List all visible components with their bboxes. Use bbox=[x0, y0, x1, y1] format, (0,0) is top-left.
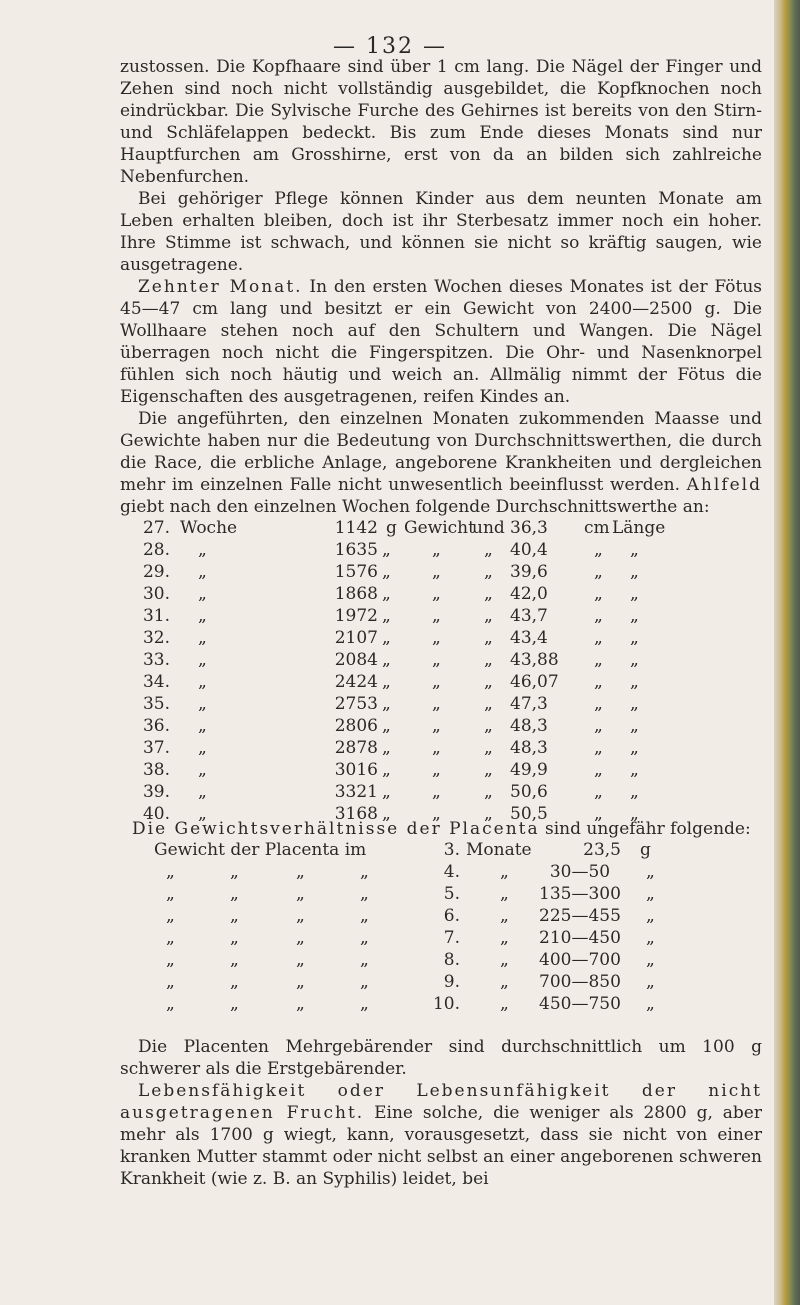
ditto-mark: „ bbox=[296, 950, 305, 970]
ditto-mark: „ bbox=[296, 928, 305, 948]
ditto-mark: „ bbox=[166, 928, 175, 948]
week-weight: 2424 bbox=[334, 672, 378, 692]
ditto-mark: „ bbox=[296, 906, 305, 926]
ditto-mark: „ bbox=[166, 884, 175, 904]
ditto-mark: „ bbox=[484, 782, 493, 802]
ditto-mark: „ bbox=[594, 738, 603, 758]
week-weight: 2878 bbox=[334, 738, 378, 758]
ditto-mark: „ bbox=[484, 760, 493, 780]
placenta-row bbox=[0, 928, 800, 950]
week-length: 46,07 bbox=[510, 672, 559, 692]
ditto-mark: „ bbox=[296, 862, 305, 882]
ditto-mark: „ bbox=[432, 540, 441, 560]
zehnter-monat-text: In den ersten Wochen dieses Monates ist der Fötus 45—47 cm lang und besitzt er ein Gewicht von 2400—2500 g. Die Wollhaare stehen noch auf den Schultern und Wangen. Die Nägel überragen noch nicht die Fingerspitzen. Die Ohr- und Nasenknorpel fühlen sich noch häutig und weich an. Allmälig nimmt der Fötus die Eigenschaften des ausgetragenen, reifen Kindes an. bbox=[120, 277, 763, 407]
week-weight: 2107 bbox=[334, 628, 378, 648]
week-weight: 1868 bbox=[334, 584, 378, 604]
author-name: Ahlfeld bbox=[686, 475, 762, 495]
ditto-mark: „ bbox=[198, 606, 207, 626]
ditto-mark: „ bbox=[646, 994, 655, 1014]
ditto-mark: „ bbox=[500, 994, 509, 1014]
intro-section bbox=[120, 56, 762, 518]
week-weight: 3168 bbox=[334, 804, 378, 824]
ditto-mark: „ bbox=[646, 950, 655, 970]
placenta-row bbox=[0, 972, 800, 994]
ditto-mark: „ bbox=[382, 562, 391, 582]
ditto-mark: „ bbox=[630, 804, 639, 824]
lebensfahigkeit-heading: Lebensfähigkeit oder Lebensunfähigkeit der nicht ausgetragenen Frucht. bbox=[120, 1081, 762, 1123]
placenta-heading: Die Gewichtsverhältnisse der Placenta sind ungefähr folgende: bbox=[132, 819, 751, 839]
ditto-mark: „ bbox=[646, 972, 655, 992]
ditto-mark: „ bbox=[484, 804, 493, 824]
ditto-mark: „ bbox=[484, 540, 493, 560]
ditto-mark: „ bbox=[594, 760, 603, 780]
placenta-month: 6. bbox=[443, 906, 460, 926]
ditto-mark: „ bbox=[296, 972, 305, 992]
week-number: 34. bbox=[142, 672, 170, 692]
ditto-mark: „ bbox=[432, 628, 441, 648]
ditto-mark: „ bbox=[432, 562, 441, 582]
ditto-mark: „ bbox=[166, 950, 175, 970]
placenta-row bbox=[0, 862, 800, 884]
placenta-month: 7. bbox=[443, 928, 460, 948]
ditto-mark: „ bbox=[230, 884, 239, 904]
intro-paragraph: zustossen. Die Kopfhaare sind über 1 cm lang. Die Nägel der Finger und Zehen sind noch nicht vollständig ausgebildet, die Kopfknochen noch eindrückbar. Die Sylvische Furche des Gehirnes ist bereits von den Stirn- und Schläfelappen bedeckt. Bis zum Ende dieses Monats sind nur Hauptfurchen am Grosshirne, erst von da an bilden sich zahlreiche Nebenfurchen. bbox=[120, 57, 762, 187]
ditto-mark: „ bbox=[500, 928, 509, 948]
placenta-weight: 30—50 bbox=[549, 862, 611, 882]
ditto-mark: „ bbox=[230, 906, 239, 926]
week-number: 37. bbox=[142, 738, 170, 758]
ditto-mark: „ bbox=[166, 994, 175, 1014]
ditto-mark: „ bbox=[230, 950, 239, 970]
week-number: 38. bbox=[142, 760, 170, 780]
week-weight: 3016 bbox=[334, 760, 378, 780]
ditto-mark: „ bbox=[484, 650, 493, 670]
ditto-mark: „ bbox=[630, 672, 639, 692]
ditto-mark: „ bbox=[594, 694, 603, 714]
ditto-mark: „ bbox=[432, 804, 441, 824]
ditto-mark: „ bbox=[594, 716, 603, 736]
placenta-row bbox=[0, 994, 800, 1016]
ditto-mark: „ bbox=[484, 606, 493, 626]
ditto-mark: „ bbox=[198, 760, 207, 780]
placenta-month: 4. bbox=[443, 862, 460, 882]
placenta-weight: 225—455 bbox=[539, 906, 621, 926]
ditto-mark: „ bbox=[382, 628, 391, 648]
week-length: 42,0 bbox=[510, 584, 548, 604]
ditto-mark: „ bbox=[594, 650, 603, 670]
ditto-mark: „ bbox=[382, 738, 391, 758]
ditto-mark: „ bbox=[594, 782, 603, 802]
ditto-mark: „ bbox=[594, 804, 603, 824]
ditto-mark: „ bbox=[500, 950, 509, 970]
ditto-mark: „ bbox=[432, 782, 441, 802]
placenta-first-row: Gewicht der Placenta im 3. Monate 23,5 g bbox=[154, 840, 651, 860]
ditto-mark: „ bbox=[360, 884, 369, 904]
ditto-mark: „ bbox=[166, 862, 175, 882]
week-number: 31. bbox=[142, 606, 170, 626]
week-length: 50,5 bbox=[510, 804, 548, 824]
ditto-mark: „ bbox=[484, 628, 493, 648]
week-length: 49,9 bbox=[510, 760, 548, 780]
ditto-mark: „ bbox=[382, 540, 391, 560]
week-length: 39,6 bbox=[510, 562, 548, 582]
week-table-row bbox=[0, 716, 800, 738]
week-length: 43,4 bbox=[510, 628, 548, 648]
ditto-mark: „ bbox=[166, 972, 175, 992]
ditto-mark: „ bbox=[484, 716, 493, 736]
week-number: 32. bbox=[142, 628, 170, 648]
week-table-first-row: 27. Woche 1142 g Gewicht und 36,3 cm Länge bbox=[142, 518, 666, 538]
ditto-mark: „ bbox=[484, 694, 493, 714]
ditto-mark: „ bbox=[230, 994, 239, 1014]
ditto-mark: „ bbox=[198, 540, 207, 560]
week-length: 43,7 bbox=[510, 606, 548, 626]
week-table-row bbox=[0, 782, 800, 804]
ditto-mark: „ bbox=[484, 584, 493, 604]
ditto-mark: „ bbox=[646, 884, 655, 904]
ditto-mark: „ bbox=[500, 906, 509, 926]
week-length: 48,3 bbox=[510, 738, 548, 758]
ditto-mark: „ bbox=[646, 906, 655, 926]
intro-paragraph: Bei gehöriger Pflege können Kinder aus dem neunten Monate am Leben erhalten bleiben, doch ist ihr Sterbesatz immer noch ein hoher. Ihre Stimme ist schwach, und können sie nicht so kräftig saugen, wie ausgetragene. bbox=[120, 189, 762, 275]
week-length: 43,88 bbox=[510, 650, 559, 670]
ditto-mark: „ bbox=[432, 716, 441, 736]
week-weight: 3321 bbox=[334, 782, 378, 802]
week-weight: 2753 bbox=[334, 694, 378, 714]
ditto-mark: „ bbox=[382, 760, 391, 780]
ditto-mark: „ bbox=[382, 606, 391, 626]
ditto-mark: „ bbox=[382, 584, 391, 604]
zehnter-monat-paragraph bbox=[120, 276, 762, 408]
closing-paragraph: Die Placenten Mehrgebärender sind durchschnittlich um 100 g schwerer als die Erstgebärender. bbox=[120, 1037, 762, 1079]
ditto-mark: „ bbox=[630, 628, 639, 648]
ditto-mark: „ bbox=[382, 782, 391, 802]
week-weight: 1576 bbox=[334, 562, 378, 582]
lebensfahigkeit-paragraph: Lebensfähigkeit oder Lebensunfähigkeit der nicht ausgetragenen Frucht. Eine solche, die weniger als 2800 g, aber mehr als 1700 g wiegt, kann, vorausgesetzt, dass sie nicht von einer kranken Mutter stammt oder nicht selbst an einer angeborenen schweren Krankheit (wie z. B. an Syphilis) leidet, bei bbox=[120, 1081, 762, 1189]
placenta-weight: 400—700 bbox=[539, 950, 621, 970]
ditto-mark: „ bbox=[432, 650, 441, 670]
week-length: 40,4 bbox=[510, 540, 548, 560]
ditto-mark: „ bbox=[630, 584, 639, 604]
ditto-mark: „ bbox=[594, 672, 603, 692]
ditto-mark: „ bbox=[594, 562, 603, 582]
ditto-mark: „ bbox=[382, 716, 391, 736]
ditto-mark: „ bbox=[630, 606, 639, 626]
ditto-mark: „ bbox=[230, 928, 239, 948]
placenta-month: 9. bbox=[443, 972, 460, 992]
ditto-mark: „ bbox=[198, 650, 207, 670]
ditto-mark: „ bbox=[432, 584, 441, 604]
ditto-mark: „ bbox=[360, 906, 369, 926]
ditto-mark: „ bbox=[630, 716, 639, 736]
week-table-row bbox=[0, 606, 800, 628]
week-number: 40. bbox=[142, 804, 170, 824]
ditto-mark: „ bbox=[198, 804, 207, 824]
ditto-mark: „ bbox=[230, 972, 239, 992]
week-weight: 1972 bbox=[334, 606, 378, 626]
ditto-mark: „ bbox=[484, 672, 493, 692]
ditto-mark: „ bbox=[432, 694, 441, 714]
page-number: — 132 — bbox=[333, 34, 447, 59]
ditto-mark: „ bbox=[500, 862, 509, 882]
ditto-mark: „ bbox=[360, 928, 369, 948]
ditto-mark: „ bbox=[432, 606, 441, 626]
ditto-mark: „ bbox=[198, 672, 207, 692]
ditto-mark: „ bbox=[630, 694, 639, 714]
ditto-mark: „ bbox=[630, 562, 639, 582]
placenta-weight: 700—850 bbox=[539, 972, 621, 992]
ditto-mark: „ bbox=[382, 650, 391, 670]
week-number: 29. bbox=[142, 562, 170, 582]
ditto-mark: „ bbox=[432, 760, 441, 780]
ditto-mark: „ bbox=[500, 972, 509, 992]
ditto-mark: „ bbox=[198, 782, 207, 802]
week-number: 30. bbox=[142, 584, 170, 604]
ditto-mark: „ bbox=[198, 738, 207, 758]
ditto-mark: „ bbox=[360, 862, 369, 882]
zehnter-monat-heading: Zehnter Monat. bbox=[138, 277, 303, 297]
week-number: 36. bbox=[142, 716, 170, 736]
ditto-mark: „ bbox=[630, 782, 639, 802]
ditto-mark: „ bbox=[360, 994, 369, 1014]
week-table-row bbox=[0, 738, 800, 760]
ditto-mark: „ bbox=[630, 540, 639, 560]
ditto-mark: „ bbox=[594, 628, 603, 648]
placenta-weight: 210—450 bbox=[539, 928, 621, 948]
week-number: 35. bbox=[142, 694, 170, 714]
ditto-mark: „ bbox=[166, 906, 175, 926]
week-number: 39. bbox=[142, 782, 170, 802]
placenta-month: 10. bbox=[432, 994, 460, 1014]
ditto-mark: „ bbox=[484, 738, 493, 758]
ditto-mark: „ bbox=[630, 650, 639, 670]
week-table-row bbox=[0, 584, 800, 606]
ditto-mark: „ bbox=[432, 738, 441, 758]
ditto-mark: „ bbox=[198, 628, 207, 648]
ditto-mark: „ bbox=[594, 584, 603, 604]
ditto-mark: „ bbox=[484, 562, 493, 582]
ditto-mark: „ bbox=[198, 562, 207, 582]
week-length: 50,6 bbox=[510, 782, 548, 802]
ditto-mark: „ bbox=[432, 672, 441, 692]
placenta-row bbox=[0, 906, 800, 928]
week-table-row bbox=[0, 760, 800, 782]
placenta-weight: 450—750 bbox=[539, 994, 621, 1014]
week-weight: 2806 bbox=[334, 716, 378, 736]
ditto-mark: „ bbox=[594, 540, 603, 560]
placenta-month: 5. bbox=[443, 884, 460, 904]
ditto-mark: „ bbox=[230, 862, 239, 882]
week-number: 28. bbox=[142, 540, 170, 560]
placenta-weight: 135—300 bbox=[539, 884, 621, 904]
ditto-mark: „ bbox=[360, 950, 369, 970]
week-table-row bbox=[0, 672, 800, 694]
closing-section bbox=[120, 1036, 762, 1190]
week-table-row bbox=[0, 628, 800, 650]
week-length: 47,3 bbox=[510, 694, 548, 714]
placenta-row bbox=[0, 950, 800, 972]
ditto-mark: „ bbox=[500, 884, 509, 904]
ditto-mark: „ bbox=[646, 862, 655, 882]
week-weight: 2084 bbox=[334, 650, 378, 670]
ditto-mark: „ bbox=[630, 738, 639, 758]
ditto-mark: „ bbox=[198, 716, 207, 736]
ditto-mark: „ bbox=[296, 994, 305, 1014]
week-length: 48,3 bbox=[510, 716, 548, 736]
week-table-row bbox=[0, 650, 800, 672]
ditto-mark: „ bbox=[594, 606, 603, 626]
ditto-mark: „ bbox=[198, 584, 207, 604]
averages-paragraph: Die angeführten, den einzelnen Monaten zukommenden Maasse und Gewichte haben nur die Bedeutung von Durchschnittswerthen, die durch die Race, die erbliche Anlage, angeborene Krankheiten und dergleichen mehr im einzelnen Falle nicht unwesentlich beeinflusst werden. Ahlfeld giebt nach den einzelnen Wochen folgende Durchschnittswerthe an: bbox=[120, 409, 762, 517]
week-weight: 1635 bbox=[334, 540, 378, 560]
placenta-month: 8. bbox=[443, 950, 460, 970]
ditto-mark: „ bbox=[296, 884, 305, 904]
ditto-mark: „ bbox=[382, 804, 391, 824]
ditto-mark: „ bbox=[382, 694, 391, 714]
ditto-mark: „ bbox=[360, 972, 369, 992]
week-table-row bbox=[0, 562, 800, 584]
ditto-mark: „ bbox=[382, 672, 391, 692]
ditto-mark: „ bbox=[198, 694, 207, 714]
week-table-row bbox=[0, 540, 800, 562]
ditto-mark: „ bbox=[630, 760, 639, 780]
ditto-mark: „ bbox=[646, 928, 655, 948]
week-table-row bbox=[0, 694, 800, 716]
placenta-row bbox=[0, 884, 800, 906]
week-number: 33. bbox=[142, 650, 170, 670]
